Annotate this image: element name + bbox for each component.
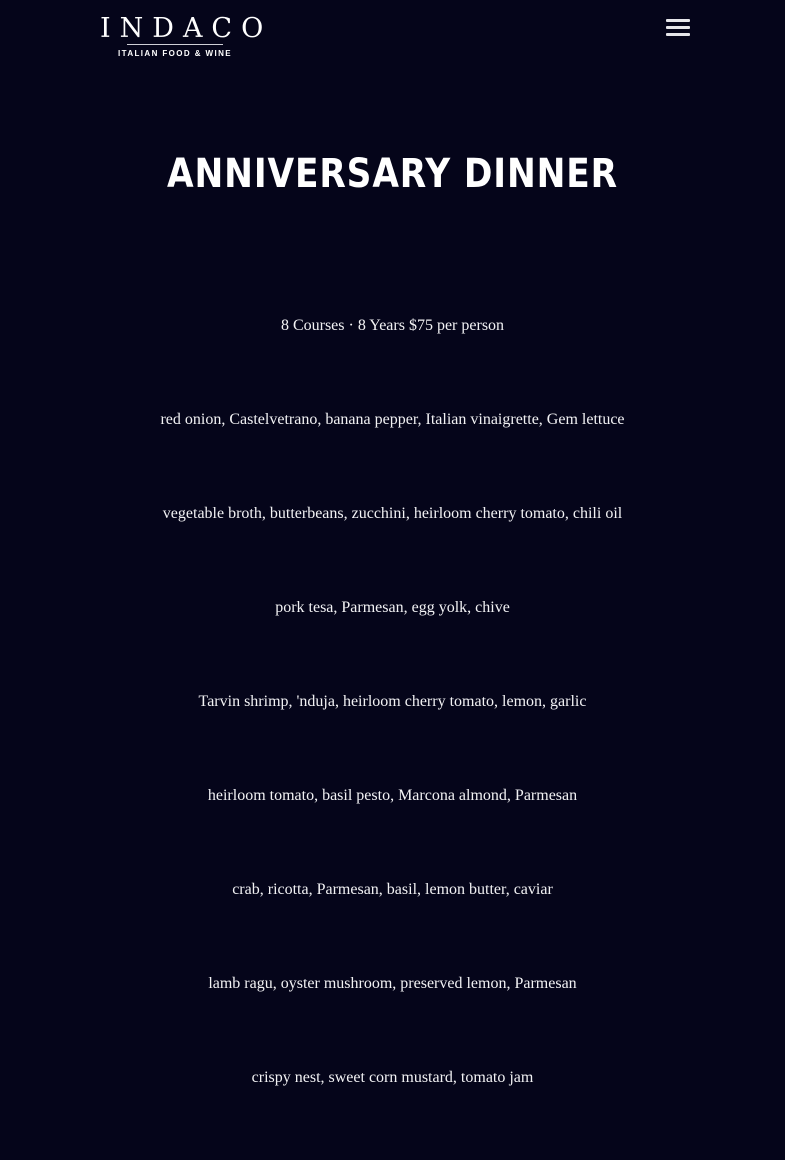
hamburger-bar [666,33,690,36]
hamburger-menu-icon[interactable] [664,16,692,40]
menu-course-line: lamb ragu, oyster mushroom, preserved lemon, Parmesan [208,975,577,992]
indaco-logo[interactable] [94,13,273,59]
menu-course-line: heirloom tomato, basil pesto, Marcona almond, Parmesan [207,787,578,804]
logo-tagline: ITALIAN FOOD & WINE [118,49,232,58]
logo-name: INDACO [100,13,273,44]
menu-course-line: crispy nest, sweet corn mustard, tomato jam [251,1069,534,1086]
hamburger-bar [666,26,690,29]
menu-course-line: red onion, Castelvetrano, banana pepper, Italian vinaigrette, Gem lettuce [160,411,625,428]
menu-course-list [0,314,785,1160]
menu-course-line: pork tesa, Parmesan, egg yolk, chive [275,599,510,616]
hamburger-bar [666,19,690,22]
menu-course-line: crab, ricotta, Parmesan, basil, lemon butter, caviar [232,881,553,898]
menu-course-line: vegetable broth, butterbeans, zucchini, heirloom cherry tomato, chili oil [162,505,623,522]
site-header [0,0,785,70]
page-title: ANNIVERSARY DINNER [167,151,618,197]
menu-course-line: Tarvin shrimp, 'nduja, heirloom cherry tomato, lemon, garlic [198,693,587,710]
menu-pricing-line: 8 Courses · 8 Years $75 per person [280,317,505,334]
logo-divider [127,44,223,45]
